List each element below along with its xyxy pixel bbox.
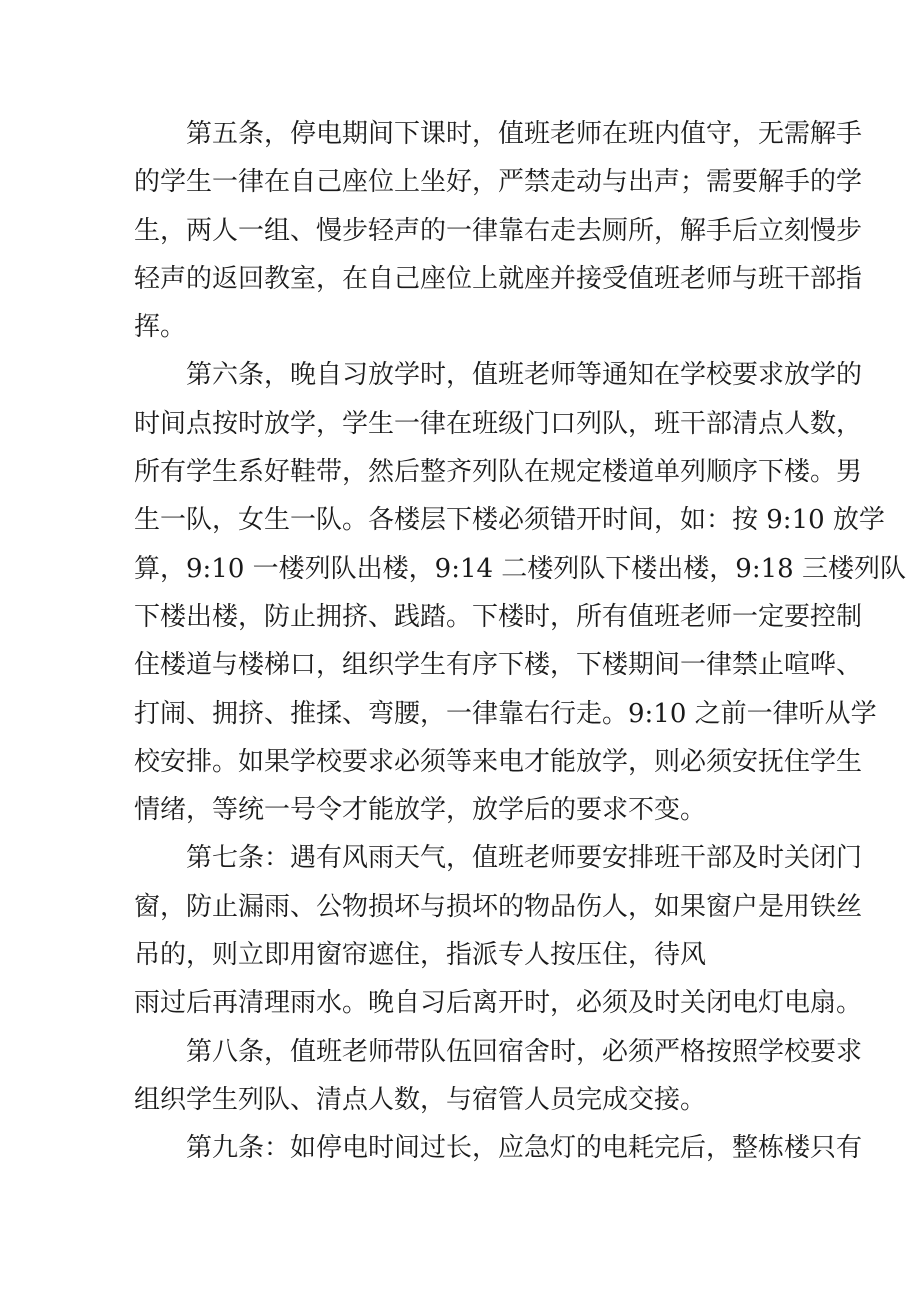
text-line: 轻声的返回教室，在自己座位上就座并接受值班老师与班干部指: [134, 263, 863, 294]
text-line: 校安排。如果学校要求必须等来电才能放学，则必须安抚住学生: [134, 746, 863, 777]
text-line: 挥。: [134, 312, 187, 343]
text-line: 第八条，值班老师带队伍回宿舍时，必须严格按照学校要求: [186, 1036, 863, 1067]
text-line: 生一队，女生一队。各楼层下楼必须错开时间，如：按 9:10 放学: [134, 505, 885, 536]
text-line: 雨过后再清理雨水。晚自习后离开时，必须及时关闭电灯电扇。: [134, 988, 863, 1019]
text-line: 生，两人一组、慢步轻声的一律靠右走去厕所，解手后立刻慢步: [134, 215, 863, 246]
text-line: 时间点按时放学，学生一律在班级门口列队，班干部清点人数，: [134, 408, 863, 439]
text-line: 第五条，停电期间下课时，值班老师在班内值守，无需解手: [186, 119, 863, 149]
text-line: 打闹、拥挤、推揉、弯腰，一律靠右行走。9:10 之前一律听从学: [134, 698, 877, 729]
text-line: 第九条：如停电时间过长，应急灯的电耗完后，整栋楼只有: [186, 1133, 863, 1164]
text-line: 吊的，则立即用窗帘遮住，指派专人按压住，待风: [134, 940, 707, 971]
text-line: 的学生一律在自己座位上坐好，严禁走动与出声；需要解手的学: [134, 167, 863, 198]
text-line: 算，9:10 一楼列队出楼，9:14 二楼列队下楼出楼，9:18 三楼列队: [134, 553, 906, 584]
document-body: [134, 110, 906, 1173]
text-line: 下楼出楼，防止拥挤、践踏。下楼时，所有值班老师一定要控制: [134, 601, 863, 632]
text-line: 情绪，等统一号令才能放学，放学后的要求不变。: [134, 795, 707, 826]
text-line: 组织学生列队、清点人数，与宿管人员完成交接。: [134, 1084, 707, 1115]
text-line: 第七条：遇有风雨天气，值班老师要安排班干部及时关闭门: [186, 843, 863, 874]
text-line: 窗，防止漏雨、公物损坏与损坏的物品伤人，如果窗户是用铁丝: [134, 891, 863, 922]
text-line: 第六条，晚自习放学时，值班老师等通知在学校要求放学的: [186, 360, 863, 391]
text-line: 住楼道与楼梯口，组织学生有序下楼，下楼期间一律禁止喧哗、: [134, 650, 863, 681]
text-line: 所有学生系好鞋带，然后整齐列队在规定楼道单列顺序下楼。男: [134, 457, 863, 488]
